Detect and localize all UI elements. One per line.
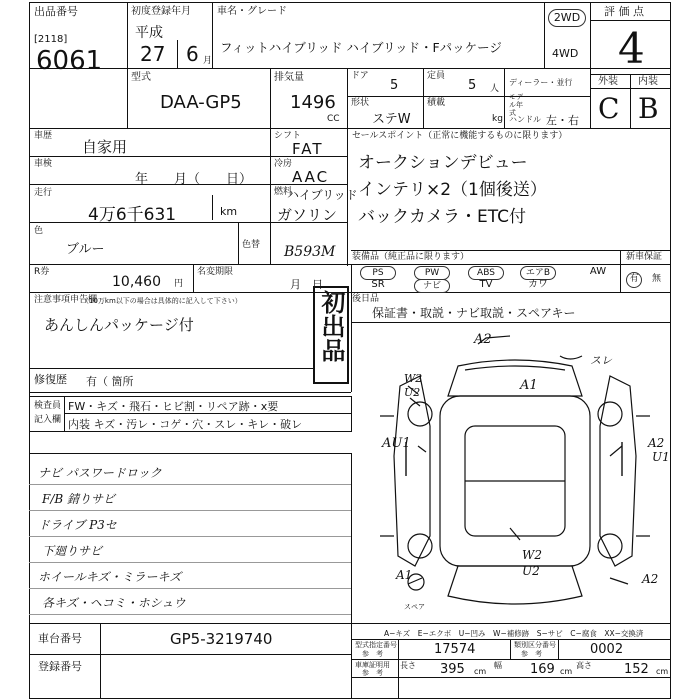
color-value: ブルー (66, 242, 105, 257)
equipment-label: 装備品（純正品に限ります） (352, 252, 470, 262)
legend: A−キズ E−エクボ U−凹み W−補修跡 S−サビ C−腐食 XX−交換済 (384, 629, 644, 638)
inspector-label1: 検査員 (34, 401, 62, 411)
rule (544, 2, 545, 68)
displacement-value: 1496 (290, 92, 336, 113)
rule (351, 396, 352, 432)
inspector-row1: FW・キズ・飛石・ヒビ割・リペア跡・x要 (68, 400, 279, 413)
dealer-label: ディーラー・並行 (509, 78, 573, 87)
rule (212, 2, 213, 68)
drive-2wd: 2WD (548, 9, 586, 27)
note-rule (29, 562, 351, 563)
sales-line2: インテリ×2（1個後送） (358, 180, 547, 200)
type-label: 型式 (131, 72, 151, 83)
color-label: 色 (34, 226, 44, 236)
lot-label: 出品番号 (34, 5, 78, 18)
rule (630, 74, 631, 128)
name-change-label: 名変期限 (197, 267, 234, 277)
mark-u2-left: U2 (404, 386, 421, 399)
rule (510, 639, 511, 659)
score: 4 (618, 24, 645, 73)
ac-value: AAC (292, 168, 330, 186)
equipment-item: SR (371, 279, 385, 290)
kg-unit: kg (492, 114, 503, 124)
width-label: 幅 (494, 661, 502, 670)
shift-value: FAT (292, 140, 324, 158)
rule (590, 74, 670, 75)
fuel-value2: ガソリン (277, 206, 338, 224)
rule (127, 2, 128, 128)
rule (238, 222, 239, 264)
equipment-item: PS (360, 266, 396, 280)
new-car-label: 新車保証 (626, 252, 663, 262)
type-value: DAA-GP5 (160, 92, 242, 113)
type-designation-ref: 参 考 (362, 650, 383, 658)
rule (177, 40, 178, 68)
mark-au1-left: AU1 (382, 436, 411, 451)
mark-a1-roof: A1 (520, 378, 538, 393)
length-value: 395 (440, 662, 465, 677)
mark-w2-left: W2 (404, 372, 423, 385)
class-value: 0002 (590, 642, 624, 657)
equipment-item: TV (479, 279, 493, 290)
score-label: 評 価 点 (604, 5, 644, 18)
rule (351, 677, 671, 678)
height-value: 152 (624, 662, 649, 677)
notes-sublabel: （10万km以下の場合は具体的に記入して下さい） (82, 297, 242, 305)
rule (29, 623, 671, 624)
interior-grade: B (638, 92, 659, 125)
rule (29, 698, 671, 699)
rule (127, 128, 671, 129)
rule (29, 2, 30, 699)
mileage-value: 4万6千631 (88, 205, 177, 225)
doors-label: ドア (351, 71, 369, 81)
note-rule (29, 536, 351, 537)
repair-label: 修復歴 (34, 373, 67, 386)
sales-line1: オークションデビュー (358, 153, 528, 173)
doors-value: 5 (390, 78, 399, 93)
rule (504, 68, 505, 128)
mark-u1-right: U1 (652, 450, 670, 464)
fuel-value1: ハイブリッド (287, 188, 358, 202)
color-code-label: 色替 (242, 240, 261, 250)
mark-a2-right: A2 (648, 436, 665, 450)
rule (351, 639, 671, 640)
capacity-unit: 人 (490, 84, 500, 94)
equipment-item: カワ (528, 279, 548, 290)
later-docs-value: 保証書・取説・ナビ取説・スペアキー (372, 306, 576, 320)
sales-line3: バックカメラ・ETC付 (358, 207, 526, 227)
mark-a2-rear: A2 (642, 572, 659, 586)
rule (590, 20, 670, 21)
displacement-label: 排気量 (274, 72, 304, 83)
shift-label: シフト (274, 131, 302, 141)
note-rule (29, 614, 351, 615)
notes-value: あんしんパッケージ付 (44, 316, 194, 334)
lot-code: [2118] (34, 34, 68, 45)
lot-number: 6061 (36, 46, 103, 76)
mark-a2-top: A2 (474, 332, 492, 347)
reg-label: 登録番号 (38, 660, 82, 673)
handwritten-note: ドライブ P3セ (38, 518, 117, 532)
rule (620, 250, 621, 292)
rule (212, 195, 213, 220)
rule (351, 453, 352, 623)
rule (351, 264, 352, 392)
rule (351, 623, 352, 698)
note-rule (29, 588, 351, 589)
note-rule (29, 484, 351, 485)
rule (351, 659, 671, 660)
rule (423, 68, 424, 128)
exterior-grade: C (598, 92, 620, 125)
rule (347, 96, 590, 97)
type-designation-label: 型式指定番号 (355, 641, 397, 649)
sales-label: セールスポイント（正常に機能するものに限ります） (352, 131, 568, 141)
notes-label: 注意事項申告欄 (34, 295, 98, 305)
rule (29, 654, 351, 655)
history-label: 車歴 (34, 131, 53, 141)
repair-value: 有（ 箇所 (86, 375, 134, 388)
rule (351, 322, 671, 323)
rule (670, 2, 671, 699)
drive-4wd: 4WD (552, 47, 579, 60)
chassis-value: GP5-3219740 (170, 630, 273, 648)
handle-value: 左・右 (546, 114, 579, 127)
mark-w2-rear: W2 (522, 548, 542, 562)
rule (29, 396, 351, 397)
handwritten-note: 下廻りサビ (42, 544, 103, 558)
inspection-value: 年 月（ 日） (135, 172, 253, 187)
length-label: 長さ (400, 661, 416, 670)
height-unit: cm (656, 667, 669, 676)
height-label: 高さ (576, 661, 592, 670)
new-car-yes: 有 (626, 272, 642, 288)
rule (351, 292, 671, 293)
mark-u2-rear: U2 (522, 564, 540, 578)
month-unit: 月 (203, 56, 213, 66)
mileage-label: 走行 (34, 188, 53, 198)
capacity-value: 5 (468, 78, 477, 93)
recycle-value: 10,460 (112, 274, 161, 290)
rule (558, 639, 559, 659)
mark-scuff: スレ (590, 354, 612, 367)
inspector-row2: 内装 キズ・汚レ・コゲ・穴・スレ・キレ・破レ (68, 418, 303, 431)
first-reg-label: 初度登録年月 (131, 6, 191, 17)
later-docs-label: 後日品 (352, 294, 380, 304)
ac-label: 冷房 (274, 159, 293, 169)
rule (29, 368, 313, 369)
era: 平成 (135, 25, 163, 41)
rule (29, 68, 671, 69)
length-unit: cm (474, 667, 487, 676)
handwritten-note: ナビ パスワードロック (38, 466, 162, 480)
equipment-item: ABS (468, 266, 504, 280)
rule (29, 128, 127, 129)
mark-a1-rear: A1 (396, 568, 413, 582)
handwritten-note: ホイールキズ・ミラーキズ (38, 570, 182, 584)
rule (100, 623, 101, 698)
class-ref: 参 考 (521, 650, 542, 658)
rule (64, 396, 65, 432)
width-value: 169 (530, 662, 555, 677)
stamp-text: 初出品 (317, 290, 345, 362)
color-code-value: B593M (284, 244, 336, 260)
name-change-value: 月 日 (290, 278, 323, 291)
rule (270, 128, 271, 264)
rule (29, 264, 671, 265)
reg-month: 6 (186, 42, 199, 66)
inspection-label: 車検 (34, 159, 53, 169)
exterior-label: 外装 (598, 76, 618, 87)
shape-value: ステW (372, 112, 411, 127)
fuel-label: 燃料 (274, 187, 293, 197)
rule (351, 250, 671, 251)
rule (29, 392, 351, 393)
rule (590, 88, 670, 89)
class-label: 類別区分番号 (514, 641, 556, 649)
new-car-no: 無 (652, 274, 662, 284)
mileage-unit: km (220, 205, 238, 218)
handwritten-note: F/B 錆りサビ (42, 492, 116, 506)
equipment-item: AW (589, 266, 607, 277)
rule (347, 68, 348, 128)
model-year-label: モデル年式 (509, 93, 523, 117)
capacity-label: 定員 (427, 71, 446, 81)
spare-label: スペア (404, 603, 425, 611)
shape-label: 形状 (351, 98, 370, 108)
first-listing-stamp (313, 286, 349, 384)
equipment-item: ナビ (414, 279, 450, 293)
rule (398, 639, 399, 698)
reg-year: 27 (140, 42, 166, 66)
note-rule (29, 510, 351, 511)
handle-label: ハンドル (509, 115, 541, 124)
inspector-label2: 記入欄 (34, 415, 62, 425)
equipment-item: PW (414, 266, 450, 280)
handwritten-note: 各キズ・ヘコミ・ホシュウ (42, 596, 186, 610)
dims-label: 車庫証明用 (355, 661, 390, 669)
loading-label: 積載 (427, 98, 446, 108)
dims-ref: 参 考 (362, 669, 383, 677)
model-name: フィットハイブリッド ハイブリッド・Fパッケージ (220, 40, 502, 55)
width-unit: cm (560, 667, 573, 676)
equipment-item: エアB (520, 266, 556, 280)
chassis-label: 車台番号 (38, 632, 82, 645)
recycle-unit: 円 (174, 279, 184, 289)
rule (270, 68, 271, 128)
model-label: 車名・グレード (217, 6, 287, 17)
displacement-unit: CC (327, 114, 340, 124)
recycle-label: R券 (34, 267, 50, 277)
rule (64, 413, 351, 414)
type-designation-value: 17574 (434, 642, 476, 657)
rule (29, 292, 351, 293)
history-value: 自家用 (82, 138, 128, 156)
interior-label: 内装 (638, 76, 658, 87)
rule (29, 2, 671, 3)
rule (193, 264, 194, 292)
rule (29, 453, 351, 454)
